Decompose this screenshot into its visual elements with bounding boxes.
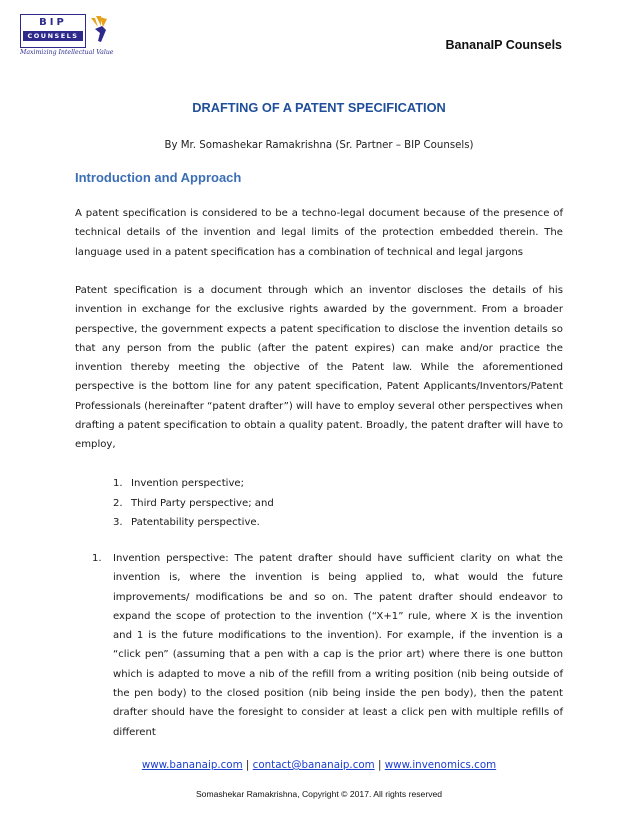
company-logo <box>20 14 116 60</box>
list-item <box>113 474 274 494</box>
logo-bip-text: BIP <box>39 17 67 28</box>
section-heading: Introduction and Approach <box>75 170 242 185</box>
separator: | <box>377 759 382 771</box>
copyright-notice: Somashekar Ramakrishna, Copyright © 2017. All rights reserved <box>195 789 443 799</box>
item-text: Invention perspective: The patent drafter should have sufficient clarity on what the invention is, where the invention is being applied to, what would the future improvements/ modifications be and so on. The patent drafter should endeavor to expand the scope of protection to the invention (“X+1” rule, where X is the invention and 1 is the future modifications to the invention). For example, if the invention is a “click pen” (assuming that a pen with a cap is the prior art) where there is one button which is adapted to move a nib of the refill from a writing position (nib being outside of the pen body) to the closed position (nib being inside the pen body), then the patent drafter should have the foresight to consider at least a click pen with multiple refills of different <box>113 553 563 738</box>
paragraph-intro: A patent specification is considered to be a techno-legal document because of the presence of technical details of the invention and legal limits of the protection embedded therein. The language used in a patent specification has a combination of technical and legal jargons <box>75 208 563 258</box>
list-number: 1. <box>113 478 123 489</box>
list-number: 2. <box>113 497 123 509</box>
footer-links <box>0 759 638 771</box>
item-number: 1. <box>92 553 102 564</box>
document-title: DRAFTING OF A PATENT SPECIFICATION <box>192 100 446 115</box>
brand-name: BananaIP Counsels <box>445 38 562 52</box>
contact-email-link[interactable]: contact@bananaip.com <box>252 759 375 771</box>
separator: | <box>245 759 250 771</box>
list-text: Third Party perspective; and <box>131 497 274 509</box>
list-item <box>113 513 274 533</box>
list-number: 3. <box>113 517 123 528</box>
bananaip-website-link[interactable]: www.bananaip.com <box>141 759 243 771</box>
list-text: Invention perspective; <box>131 478 245 489</box>
paragraph-specification: Patent specification is a document through which an inventor discloses the details of his invention in exchange for the exclusive rights awarded by the government. From a broader perspective, the government expects a patent specification to disclose the invention details so that any person from the public (after the patent expires) can make and/or practice the invention thereby meeting the objective of the Patent law. While the aforementioned perspective is the bottom line for any patent specification, Patent Applicants/Inventors/Patent Professionals (hereinafter “patent drafter”) will have to employ several other perspectives when drafting a patent specification to obtain a quality patent. Broadly, the patent drafter will have to employ, <box>75 285 563 451</box>
perspective-list <box>113 474 274 533</box>
invention-perspective-item <box>92 549 563 742</box>
logo-box <box>20 14 86 48</box>
invenomics-website-link[interactable]: www.invenomics.com <box>384 759 497 771</box>
list-item <box>113 494 274 514</box>
list-text: Patentability perspective. <box>131 517 260 528</box>
author-byline: By Mr. Somashekar Ramakrishna (Sr. Partner – BIP Counsels) <box>164 140 474 151</box>
logo-bird-icon <box>88 14 112 46</box>
logo-counsels-text: COUNSELS <box>23 31 83 41</box>
logo-tagline: Maximizing Intellectual Value <box>20 49 114 56</box>
